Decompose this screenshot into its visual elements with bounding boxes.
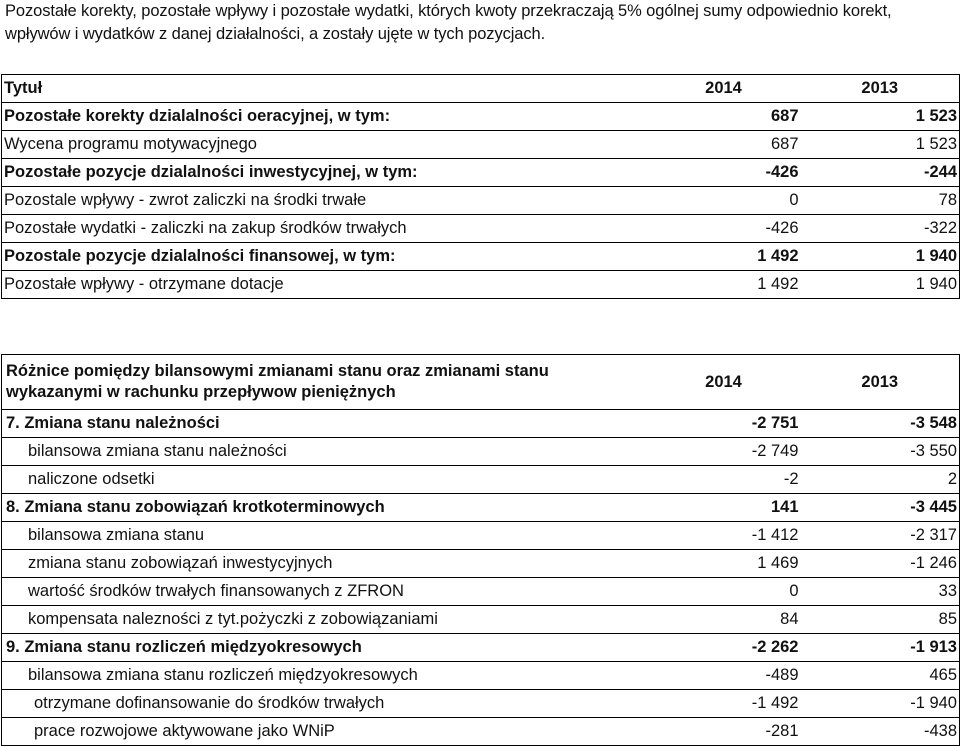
header-year-2013: 2013 xyxy=(801,75,960,103)
value-2013: -322 xyxy=(801,215,960,243)
row-label: Pozostałe korekty dzialalności oeracyjnej, w tym: xyxy=(2,103,647,131)
value-2014: 84 xyxy=(647,606,801,634)
table-row xyxy=(2,438,960,466)
other-items-table xyxy=(1,74,960,299)
value-2013: -1 940 xyxy=(801,690,960,718)
table-row xyxy=(2,103,960,131)
table-row xyxy=(2,690,960,718)
value-2014: -426 xyxy=(647,159,801,187)
header-title-text: Różnice pomiędzy bilansowymi zmianami stanu oraz zmianami stanu wykazanymi w rachunku przepływow pieniężnych xyxy=(6,362,549,401)
value-2014: 0 xyxy=(647,578,801,606)
value-2014: -281 xyxy=(647,718,801,746)
row-label: bilansowa zmiana stanu należności xyxy=(2,438,647,466)
value-2014: -1 492 xyxy=(647,690,801,718)
table-row xyxy=(2,662,960,690)
value-2014: 687 xyxy=(647,131,801,159)
table-row xyxy=(2,215,960,243)
row-label: Pozostale pozycje dzialalności finansowej, w tym: xyxy=(2,243,647,271)
value-2013: -3 548 xyxy=(801,410,960,438)
value-2013: -1 913 xyxy=(801,634,960,662)
table-row xyxy=(2,159,960,187)
row-label: 7. Zmiana stanu należności xyxy=(2,410,647,438)
value-2013: -1 246 xyxy=(801,550,960,578)
value-2013: -244 xyxy=(801,159,960,187)
row-label: kompensata nalezności z tyt.pożyczki z zobowiązaniami xyxy=(2,606,647,634)
value-2013: 85 xyxy=(801,606,960,634)
value-2013: -3 445 xyxy=(801,494,960,522)
table-row xyxy=(2,634,960,662)
balance-differences-table xyxy=(1,354,960,746)
header-year-2013: 2013 xyxy=(801,355,960,410)
value-2014: -2 xyxy=(647,466,801,494)
header-title: Tytuł xyxy=(2,75,647,103)
row-label: zmiana stanu zobowiązań inwestycyjnych xyxy=(2,550,647,578)
value-2013: 33 xyxy=(801,578,960,606)
intro-paragraph: Pozostałe korekty, pozostałe wpływy i pozostałe wydatki, których kwoty przekraczają 5% ogólnej sumy odpowiednio korekt, wpływów i wydatków z danej działalności, a zostały ujęte w tych pozycjach. xyxy=(5,2,892,43)
table-row xyxy=(2,187,960,215)
table-row xyxy=(2,522,960,550)
row-label: Pozostałe wpływy - otrzymane dotacje xyxy=(2,271,647,299)
value-2014: -2 751 xyxy=(647,410,801,438)
value-2013: -2 317 xyxy=(801,522,960,550)
value-2013: 2 xyxy=(801,466,960,494)
value-2014: 1 492 xyxy=(647,271,801,299)
value-2014: -489 xyxy=(647,662,801,690)
value-2013: 1 523 xyxy=(801,103,960,131)
value-2014: 1 469 xyxy=(647,550,801,578)
value-2014: 0 xyxy=(647,187,801,215)
row-label: Pozostałe wydatki - zaliczki na zakup środków trwałych xyxy=(2,215,647,243)
header-year-2014: 2014 xyxy=(647,75,801,103)
table-row xyxy=(2,243,960,271)
value-2013: 1 940 xyxy=(801,271,960,299)
row-label: otrzymane dofinansowanie do środków trwałych xyxy=(2,690,647,718)
table-row xyxy=(2,578,960,606)
row-label: bilansowa zmiana stanu rozliczeń międzyokresowych xyxy=(2,662,647,690)
row-label: bilansowa zmiana stanu xyxy=(2,522,647,550)
table-row xyxy=(2,718,960,746)
table-row xyxy=(2,410,960,438)
value-2013: -438 xyxy=(801,718,960,746)
table-row xyxy=(2,494,960,522)
row-label: Pozostałe pozycje dzialalności inwestycyjnej, w tym: xyxy=(2,159,647,187)
value-2013: 1 940 xyxy=(801,243,960,271)
table-row xyxy=(2,606,960,634)
value-2013: -3 550 xyxy=(801,438,960,466)
table-row xyxy=(2,131,960,159)
header-title xyxy=(2,355,647,410)
value-2014: -426 xyxy=(647,215,801,243)
row-label: 8. Zmiana stanu zobowiązań krotkoterminowych xyxy=(2,494,647,522)
value-2014: 141 xyxy=(647,494,801,522)
table-row xyxy=(2,550,960,578)
table-row xyxy=(2,466,960,494)
value-2013: 465 xyxy=(801,662,960,690)
value-2014: 1 492 xyxy=(647,243,801,271)
row-label: naliczone odsetki xyxy=(2,466,647,494)
value-2014: -1 412 xyxy=(647,522,801,550)
header-year-2014: 2014 xyxy=(647,355,801,410)
row-label: wartość środków trwałych finansowanych z ZFRON xyxy=(2,578,647,606)
table-header-row xyxy=(2,75,960,103)
table-row xyxy=(2,271,960,299)
value-2014: 687 xyxy=(647,103,801,131)
value-2014: -2 749 xyxy=(647,438,801,466)
row-label: 9. Zmiana stanu rozliczeń międzyokresowych xyxy=(2,634,647,662)
value-2014: -2 262 xyxy=(647,634,801,662)
value-2013: 78 xyxy=(801,187,960,215)
row-label: Wycena programu motywacyjnego xyxy=(2,131,647,159)
row-label: Pozostale wpływy - zwrot zaliczki na środki trwałe xyxy=(2,187,647,215)
row-label: prace rozwojowe aktywowane jako WNiP xyxy=(2,718,647,746)
table-header-row xyxy=(2,355,960,410)
value-2013: 1 523 xyxy=(801,131,960,159)
